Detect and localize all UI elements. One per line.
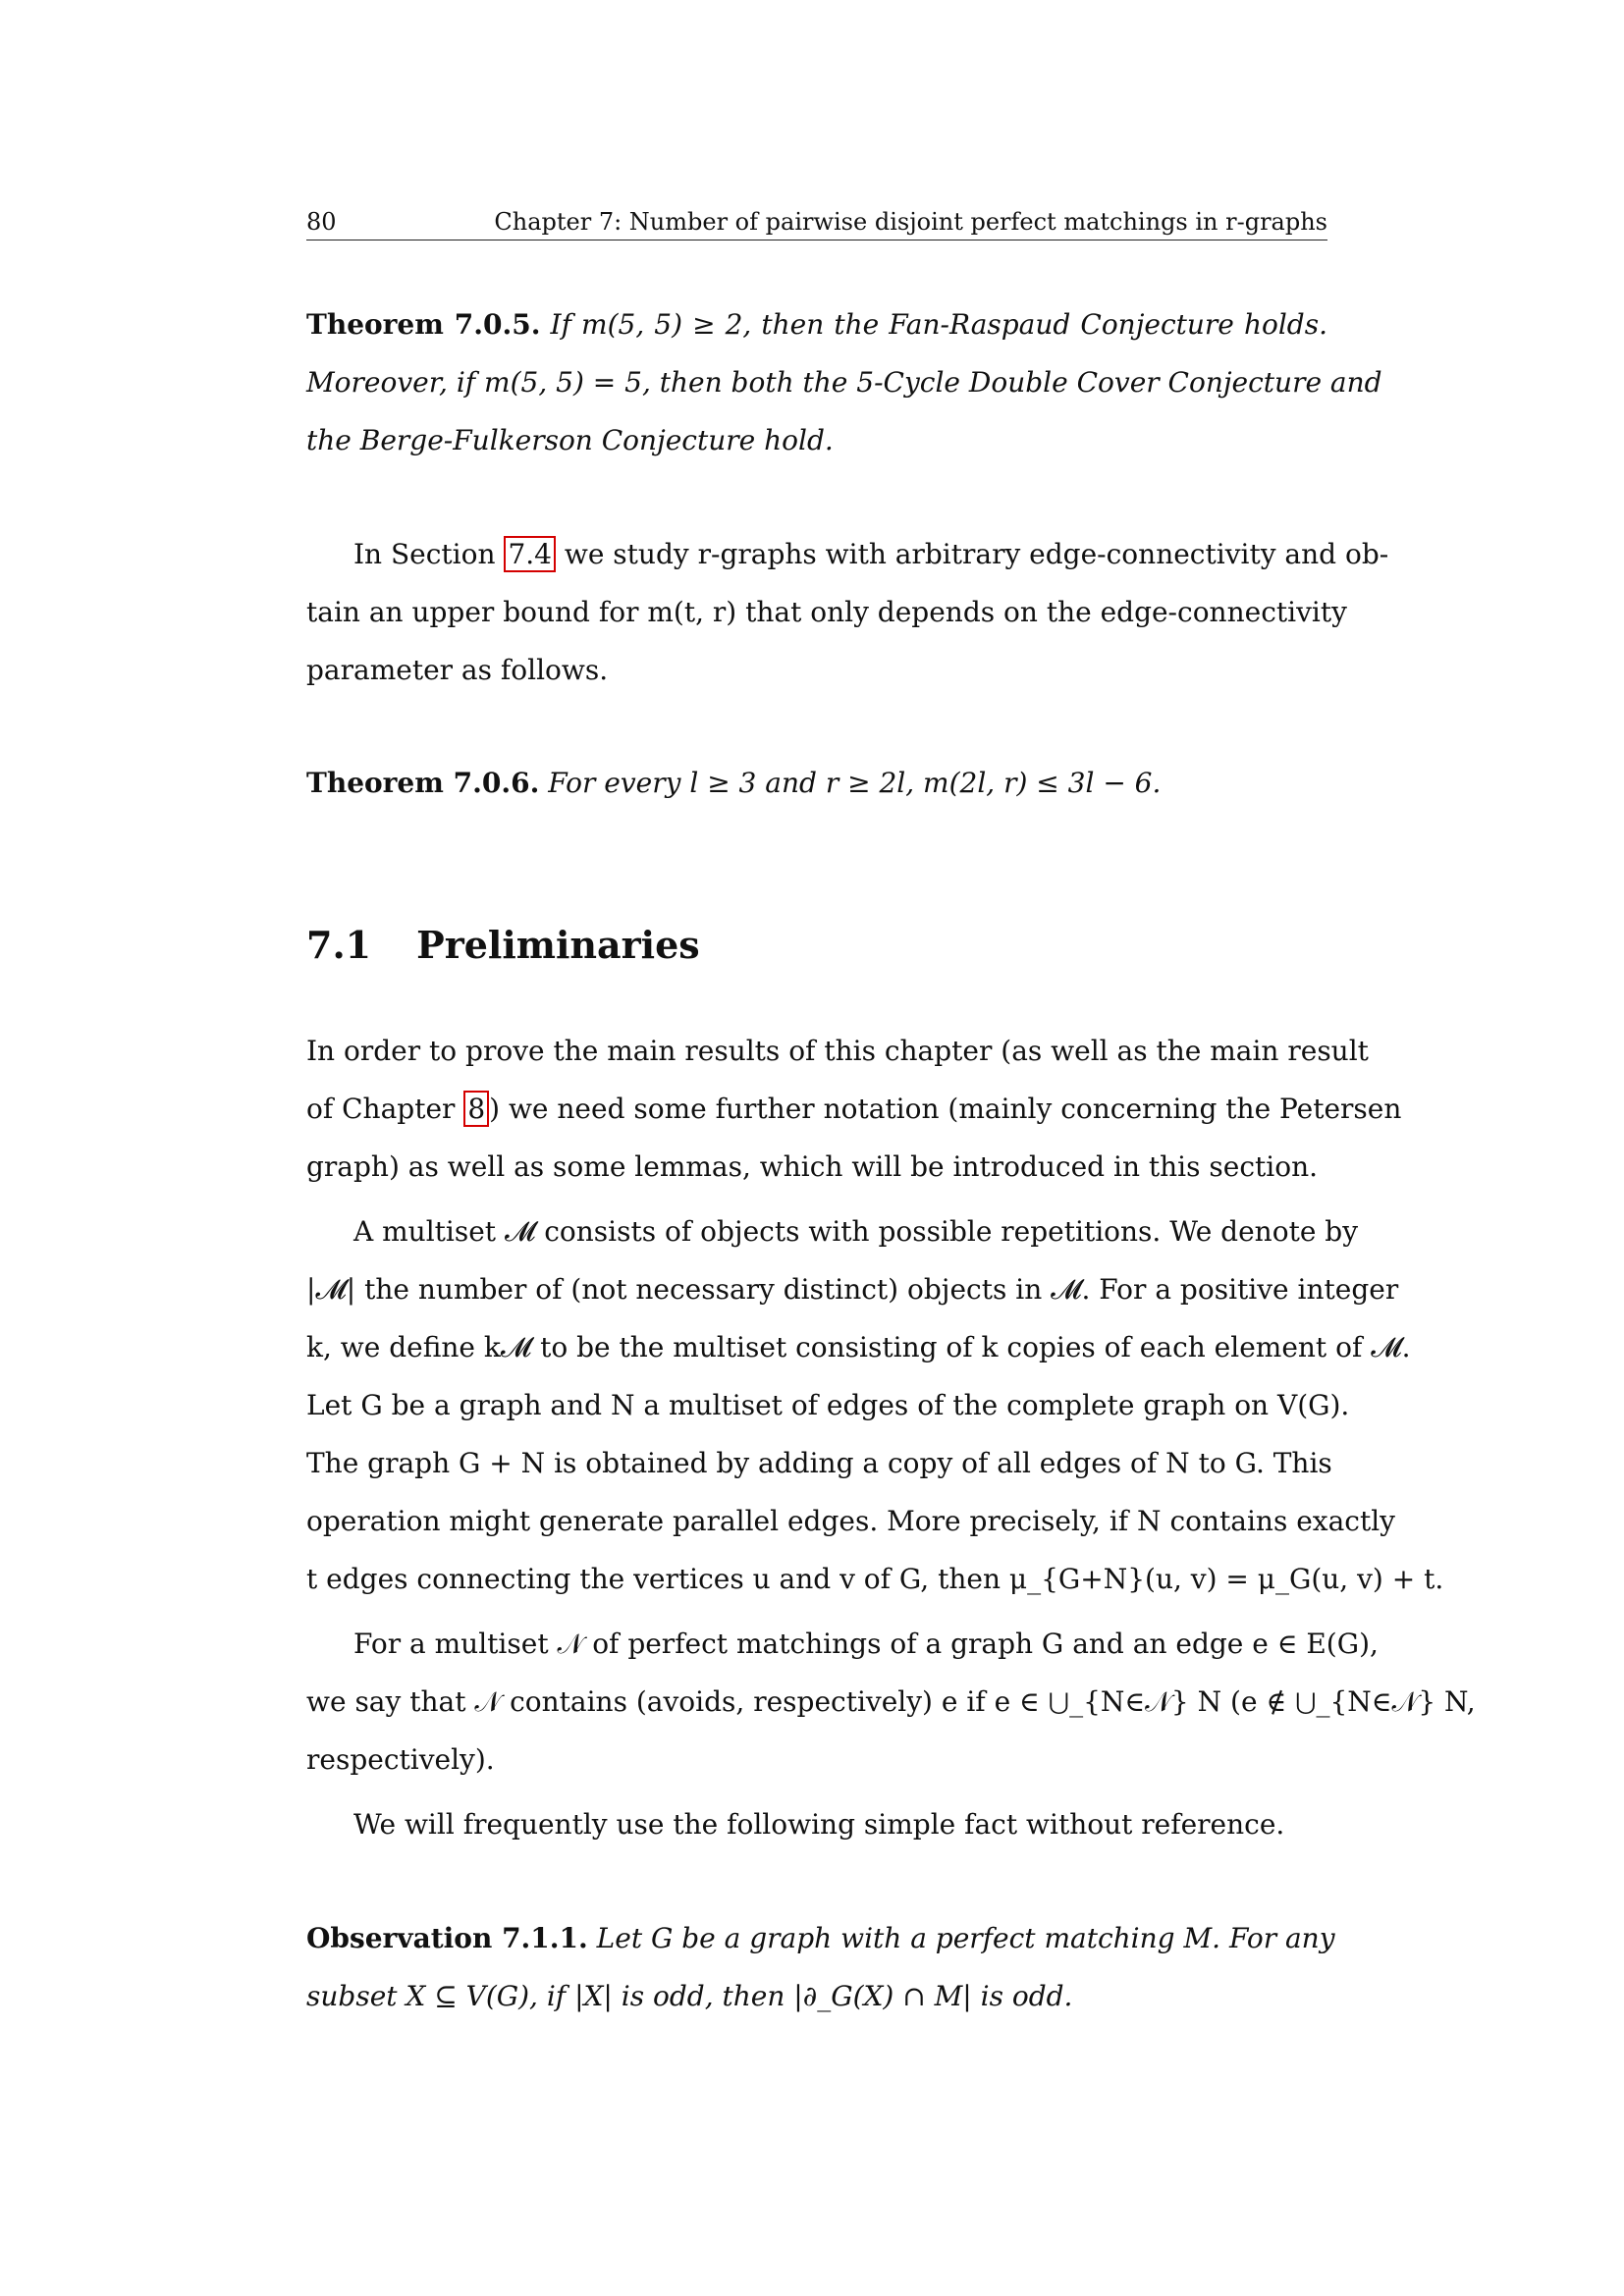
intro-line-3: graph) as well as some lemmas, which will be introduced in this section.	[306, 1150, 1319, 1183]
text-pre: of Chapter	[306, 1093, 464, 1125]
chapter-ref-link[interactable]: 8	[463, 1091, 489, 1127]
theorem-label: Theorem 7.0.5.	[306, 308, 541, 341]
section-number: 7.1	[306, 923, 372, 967]
section-heading	[306, 923, 700, 967]
text-pre: In Section	[353, 538, 505, 570]
multiset-line-1: A multiset 𝓜 consists of objects with possible repetitions. We denote by	[353, 1215, 1359, 1248]
theorem-7-0-5-line-2: Moreover, if m(5, 5) = 5, then both the 5-Cycle Double Cover Conjecture and	[306, 366, 1382, 399]
contains-line-3: respectively).	[306, 1743, 495, 1776]
fact-line: We will frequently use the following simple fact without reference.	[353, 1808, 1285, 1841]
multiset-line-5: The graph G + N is obtained by adding a copy of all edges of N to G. This	[306, 1447, 1332, 1479]
multiset-line-4: Let G be a graph and N a multiset of edges of the complete graph on V(G).	[306, 1389, 1350, 1421]
intro-line-2	[306, 1093, 1402, 1126]
multiset-line-6: operation might generate parallel edges. More precisely, if N contains exactly	[306, 1505, 1395, 1537]
section-ref-link[interactable]: 7.4	[504, 536, 556, 572]
multiset-line-7: t edges connecting the vertices u and v of G, then μ_{G+N}(u, v) = μ_G(u, v) + t.	[306, 1563, 1444, 1595]
multiset-line-3: k, we define k𝓜 to be the multiset consisting of k copies of each element of 𝓜.	[306, 1331, 1411, 1363]
theorem-label: Theorem 7.0.6.	[306, 767, 540, 799]
observation-line-2: subset X ⊆ V(G), if |X| is odd, then |∂_G(X) ∩ M| is odd.	[306, 1980, 1073, 2012]
contains-line-1: For a multiset 𝒩 of perfect matchings of a graph G and an edge e ∈ E(G),	[353, 1628, 1379, 1660]
theorem-text: If m(5, 5) ≥ 2, then the Fan-Raspaud Conjecture holds.	[550, 308, 1327, 341]
running-header	[306, 204, 1327, 240]
theorem-7-0-5-line-3: the Berge-Fulkerson Conjecture hold.	[306, 424, 834, 456]
observation-label: Observation 7.1.1.	[306, 1922, 588, 1954]
section-title: Preliminaries	[416, 923, 700, 967]
text-post: ) we need some further notation (mainly concerning the Petersen	[489, 1093, 1402, 1125]
theorem-7-0-5-line-1	[306, 308, 1327, 342]
paragraph-line-1	[306, 538, 1389, 571]
theorem-7-0-6-line	[306, 767, 1161, 800]
intro-line-1: In order to prove the main results of this chapter (as well as the main result	[306, 1035, 1369, 1067]
text-post: we study r-graphs with arbitrary edge-connectivity and ob-	[555, 538, 1389, 570]
contains-line-2: we say that 𝒩 contains (avoids, respectively) e if e ∈ ⋃_{N∈𝒩} N (e ∉ ⋃_{N∈𝒩} N,	[306, 1685, 1476, 1718]
observation-line-1	[306, 1922, 1335, 1955]
theorem-text: For every l ≥ 3 and r ≥ 2l, m(2l, r) ≤ 3l − 6.	[548, 767, 1162, 799]
running-title: Chapter 7: Number of pairwise disjoint perfect matchings in r-graphs	[494, 208, 1327, 236]
multiset-line-2: |𝓜| the number of (not necessary distinct) objects in 𝓜. For a positive integer	[306, 1273, 1399, 1306]
observation-text: Let G be a graph with a perfect matching M. For any	[596, 1922, 1335, 1954]
paragraph-line-3: parameter as follows.	[306, 654, 609, 686]
page-number: 80	[306, 208, 337, 236]
paragraph-line-2: tain an upper bound for m(t, r) that only depends on the edge-connectivity	[306, 596, 1347, 628]
